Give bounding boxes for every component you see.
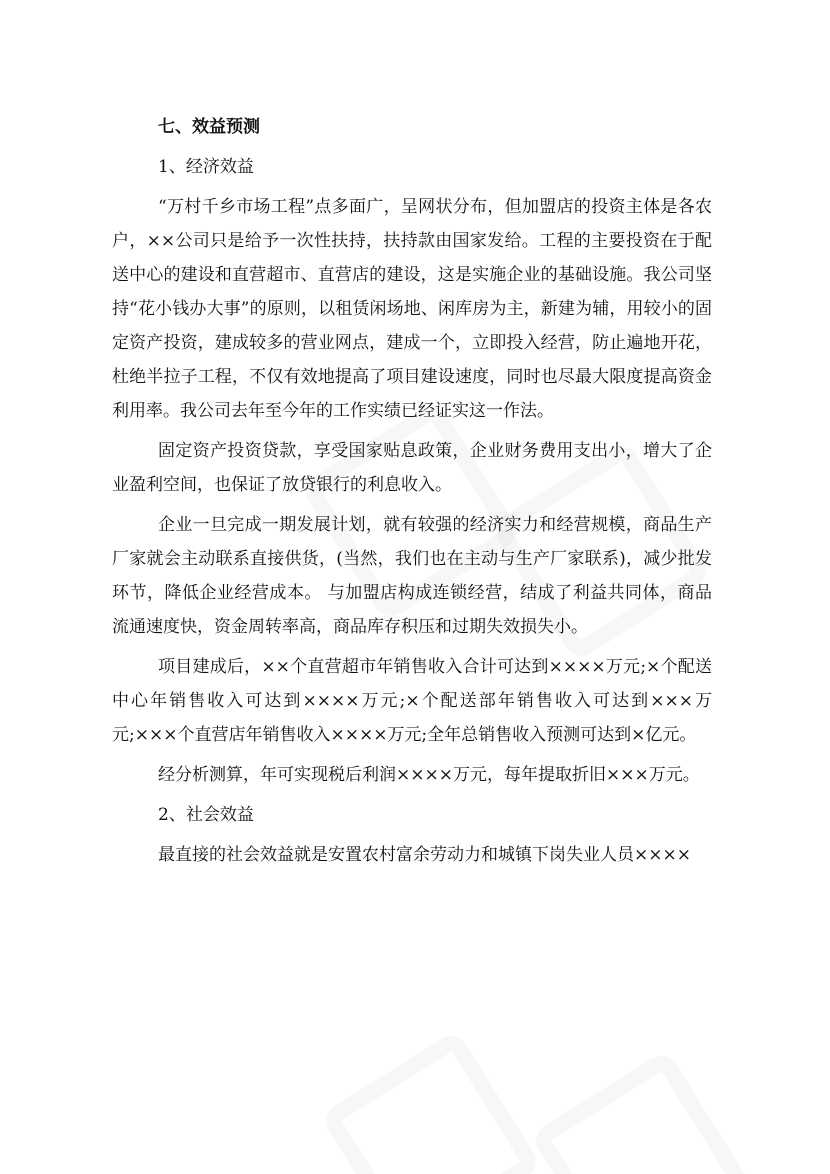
paragraph: 最直接的社会效益就是安置农村富余劳动力和城镇下岗失业人员××××: [158, 845, 691, 865]
social-benefit-heading: 2、社会效益: [158, 805, 254, 825]
paragraph: 经分析测算，年可实现税后利润××××万元，每年提取折旧×××万元。: [158, 765, 700, 785]
section-title: 七、效益预测: [158, 117, 260, 137]
economic-benefit-heading: 1、经济效益: [158, 157, 254, 177]
watermark-mark: [319, 1029, 542, 1174]
document-body: [112, 110, 712, 878]
paragraph: 企业一旦完成一期发展计划，就有较强的经济实力和经营规模，商品生产厂家就会主动联系直接供货，(当然，我们也在主动与生产厂家联系)，减少批发环节，降低企业经营成本。 与加盟店构成连锁经营，结成了利益共同体，商品流通速度快，资金周转率高，商品库存积压和过期失效损失小。: [112, 515, 712, 637]
paragraph: “万村千乡市场工程”点多面广，呈网状分布，但加盟店的投资主体是各农户，××公司只是给予一次性扶持，扶持款由国家发给。工程的主要投资在于配送中心的建设和直营超市、直营店的建设，这是实施企业的基础设施。我公司坚持“花小钱办大事”的原则，以租赁闲场地、闲库房为主，新建为辅，用较小的固定资产投资，建成较多的营业网点，建成一个，立即投入经营，防止遍地开花，杜绝半拉子工程，不仅有效地提高了项目建设速度，同时也尽最大限度提高资金利用率。我公司去年至今年的工作实绩已经证实这一作法。: [112, 197, 712, 421]
watermark-mark: [529, 1049, 752, 1174]
paragraph: 固定资产投资贷款，享受国家贴息政策，企业财务费用支出小，增大了企业盈利空间，也保证了放贷银行的利息收入。: [112, 441, 712, 495]
paragraph: 项目建成后，××个直营超市年销售收入合计可达到××××万元;×个配送中心年销售收入可达到××××万元;×个配送部年销售收入可达到×××万元;×××个直营店年销售收入××××万元;全年总销售收入预测可达到×亿元。: [112, 657, 712, 745]
